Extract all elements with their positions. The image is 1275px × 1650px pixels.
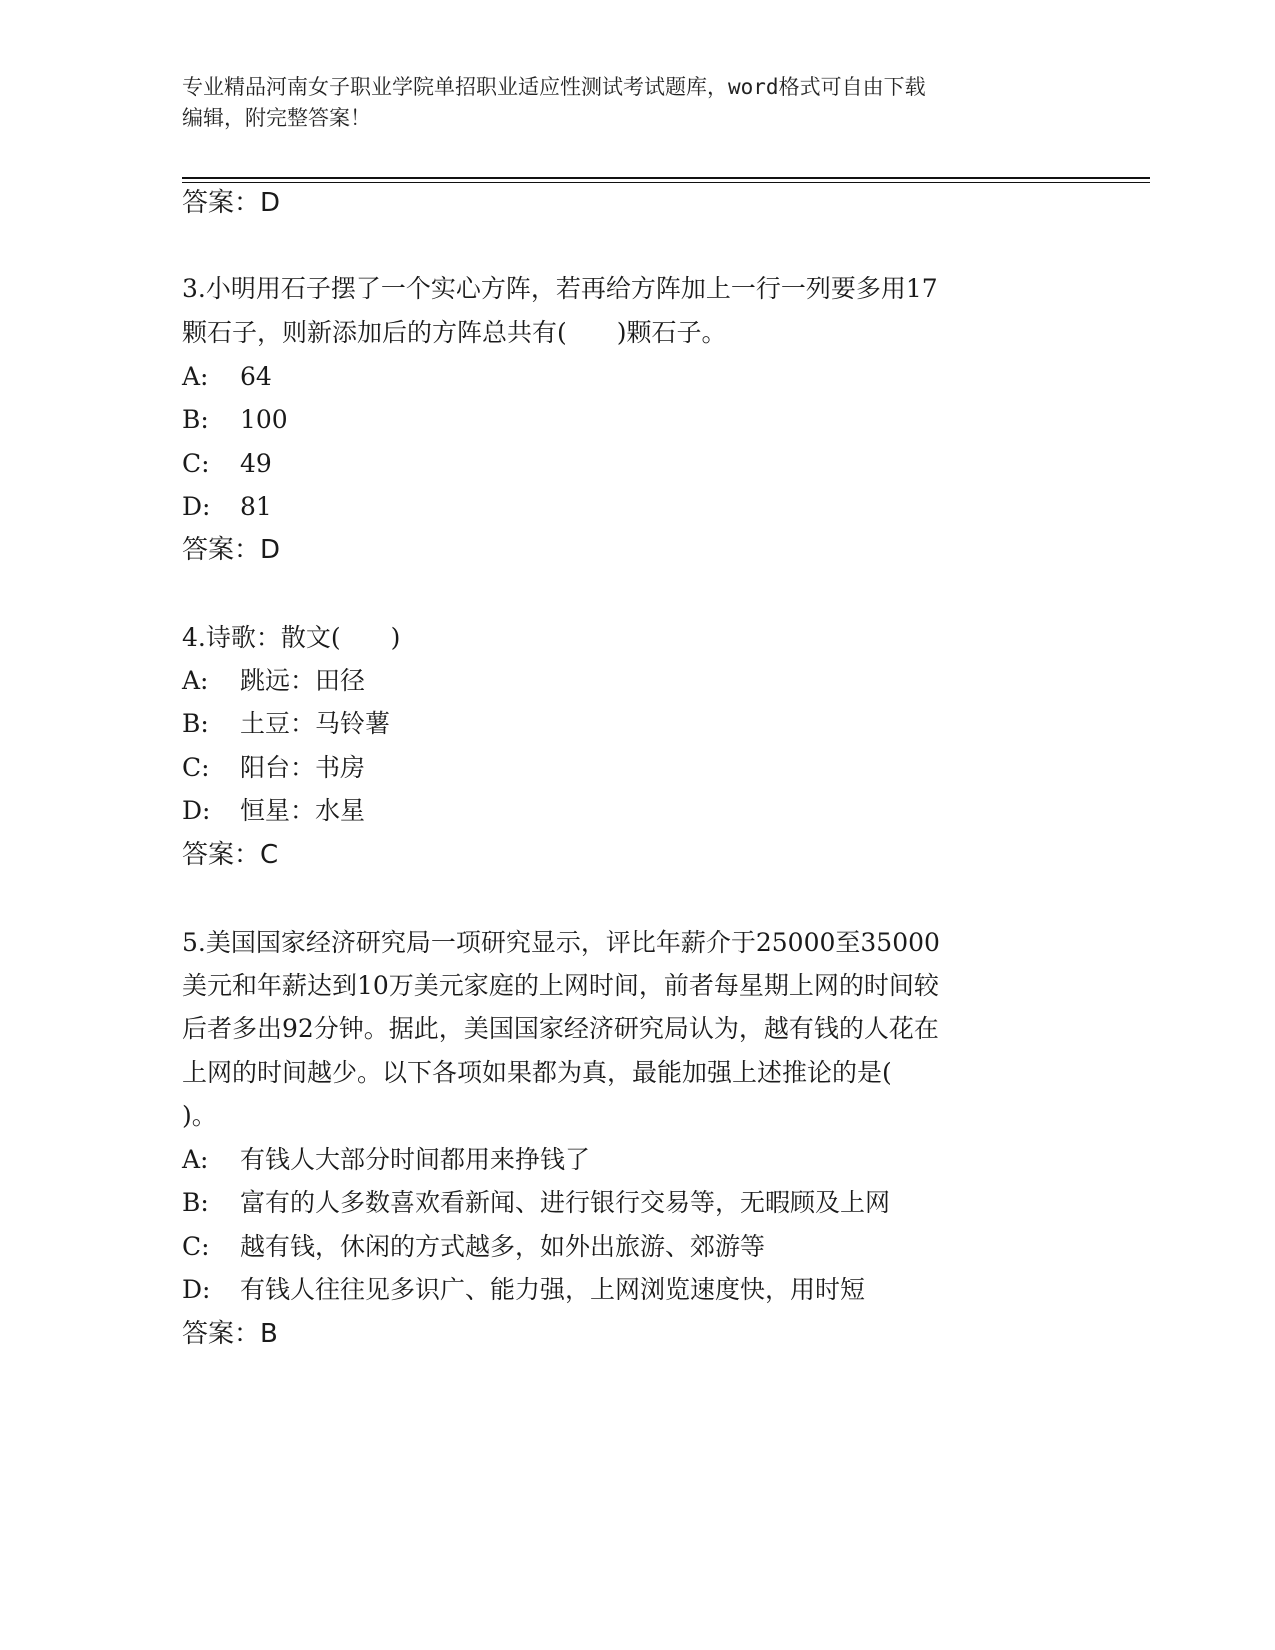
q5-stem-line-4: 上网的时间越少。以下各项如果都为真，最能加强上述推论的是(	[182, 1058, 892, 1087]
option-letter: D:	[182, 796, 211, 825]
option-letter: C:	[182, 1232, 210, 1261]
q3-stem-line-2: 颗石子，则新添加后的方阵总共有( )颗石子。	[182, 318, 727, 347]
q4-answer: 答案：C	[182, 840, 279, 870]
header-line-1: 专业精品河南女子职业学院单招职业适应性测试考试题库，word格式可自由下载	[182, 75, 926, 99]
header-rule-thin	[182, 182, 1150, 183]
option-text: 100	[240, 405, 288, 434]
option-letter: A:	[182, 666, 209, 695]
header-line-2: 编辑，附完整答案！	[182, 106, 371, 130]
q3-answer: 答案：D	[182, 535, 281, 565]
q4-option-c	[182, 753, 365, 783]
q3-option-b	[182, 405, 288, 435]
option-text: 64	[240, 362, 272, 391]
q5-option-d	[182, 1275, 865, 1305]
option-letter: C:	[182, 753, 210, 782]
option-text: 富有的人多数喜欢看新闻、进行银行交易等，无暇顾及上网	[240, 1188, 891, 1217]
q3-option-d	[182, 492, 272, 522]
option-letter: B:	[182, 1188, 209, 1217]
option-letter: D:	[182, 492, 211, 521]
q4-option-b	[182, 709, 390, 739]
option-letter: A:	[182, 362, 209, 391]
q5-stem-line-1: 5.美国国家经济研究局一项研究显示，评比年薪介于25000至35000	[182, 928, 940, 957]
option-letter: A:	[182, 1145, 209, 1174]
option-letter: D:	[182, 1275, 211, 1304]
option-text: 土豆：马铃薯	[240, 709, 391, 738]
option-text: 有钱人往往见多识广、能力强，上网浏览速度快，用时短	[240, 1275, 866, 1304]
option-letter: B:	[182, 405, 209, 434]
q3-stem-line-1: 3.小明用石子摆了一个实心方阵，若再给方阵加上一行一列要多用17	[182, 274, 938, 303]
option-text: 跳远：田径	[240, 666, 366, 695]
option-text: 49	[240, 449, 272, 478]
page-header	[182, 72, 1062, 134]
q5-stem-line-2: 美元和年薪达到10万美元家庭的上网时间，前者每星期上网的时间较	[182, 971, 939, 1000]
q5-answer: 答案：B	[182, 1319, 278, 1349]
option-letter: C:	[182, 449, 210, 478]
option-text: 有钱人大部分时间都用来挣钱了	[240, 1145, 591, 1174]
q3-option-c	[182, 449, 272, 479]
option-text: 恒星：水星	[240, 796, 366, 825]
q3-option-a	[182, 362, 272, 392]
header-rule-thick	[182, 177, 1150, 179]
q5-stem-line-5: )。	[182, 1101, 217, 1130]
option-text: 81	[240, 492, 272, 521]
option-text: 阳台：书房	[240, 753, 366, 782]
q5-option-a	[182, 1145, 590, 1175]
answer-prev: 答案：D	[182, 188, 281, 218]
option-text: 越有钱，休闲的方式越多，如外出旅游、郊游等	[240, 1232, 766, 1261]
q5-option-c	[182, 1232, 765, 1262]
q4-option-d	[182, 796, 365, 826]
option-letter: B:	[182, 709, 209, 738]
q5-option-b	[182, 1188, 890, 1218]
q5-stem-line-3: 后者多出92分钟。据此，美国国家经济研究局认为，越有钱的人花在	[182, 1014, 939, 1043]
q4-stem: 4.诗歌：散文( )	[182, 623, 401, 652]
q4-option-a	[182, 666, 365, 696]
